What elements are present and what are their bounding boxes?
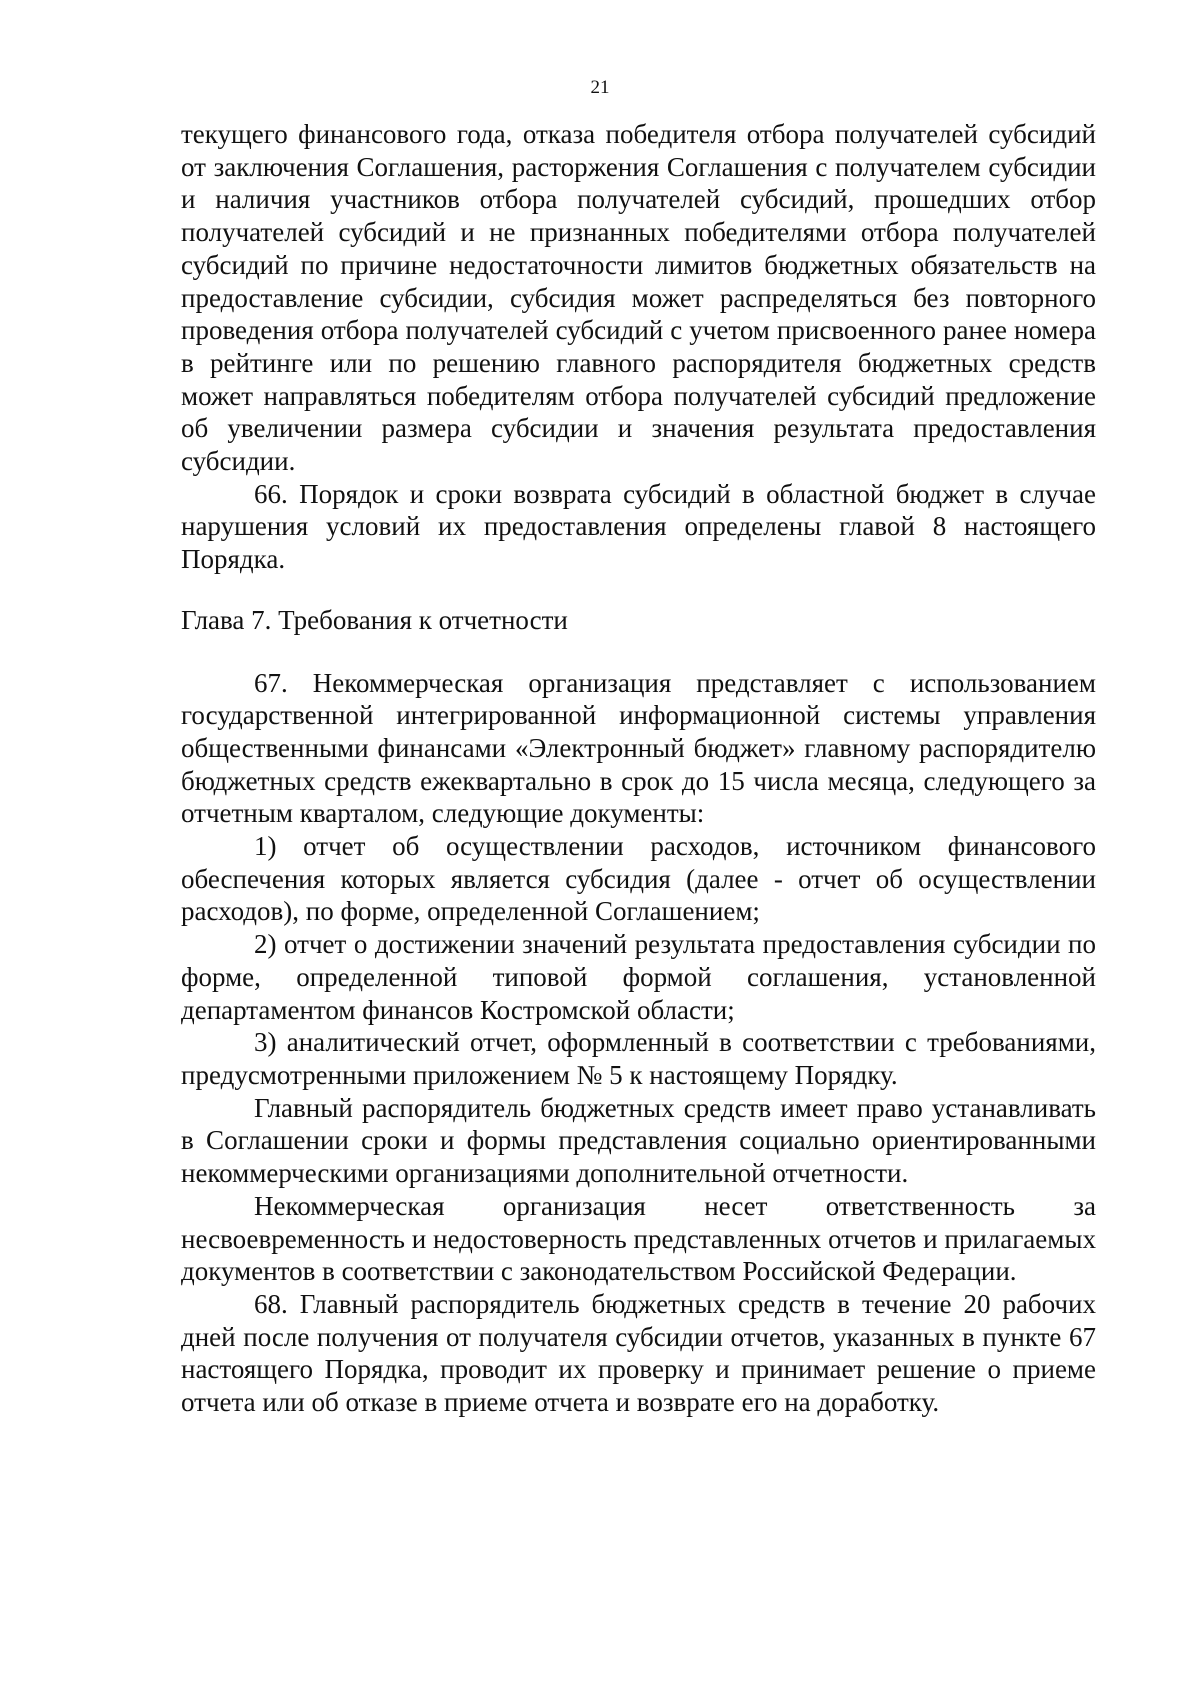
paragraph-68: 68. Главный распорядитель бюджетных средств в течение 20 рабочих дней после получения от получателя субсидии отчетов, указанных в пункте 67 настоящего Порядка, проводит их проверку и принимает решение о приеме отчета или об отказе в приеме отчета и возврате его на доработку. bbox=[181, 1288, 1096, 1418]
document-body bbox=[181, 118, 1096, 1419]
list-item-3: 3) аналитический отчет, оформленный в соответствии с требованиями, предусмотренными приложением № 5 к настоящему Порядку. bbox=[181, 1027, 1096, 1090]
list-item-1: 1) отчет об осуществлении расходов, источником финансового обеспечения которых является субсидия (далее - отчет об осуществлении расходов), по форме, определенной Соглашением; bbox=[181, 831, 1096, 927]
paragraph-additional-reporting: Главный распорядитель бюджетных средств имеет право устанавливать в Соглашении сроки и формы представления социально ориентированными некоммерческими организациями дополнительной отчетности. bbox=[181, 1092, 1096, 1189]
paragraph-responsibility: Некоммерческая организация несет ответственность за несвоевременность и недостоверность представленных отчетов и прилагаемых документов в соответствии с законодательством Российской Федерации. bbox=[181, 1190, 1096, 1287]
paragraph-67: 67. Некоммерческая организация представляет с использованием государственной интегрированной информационной системы управления общественными финансами «Электронный бюджет» главному распорядителю бюджетных средств ежеквартально в срок до 15 числа месяца, следующего за отчетным кварталом, следующие документы: bbox=[181, 667, 1096, 829]
chapter-heading: Глава 7. Требования к отчетности bbox=[181, 604, 568, 635]
page-number: 21 bbox=[590, 77, 610, 98]
list-item-2: 2) отчет о достижении значений результата предоставления субсидии по форме, определенной типовой формой соглашения, установленной департаментом финансов Костромской области; bbox=[181, 929, 1096, 1025]
paragraph-continuation: текущего финансового года, отказа победителя отбора получателей субсидий от заключения Соглашения, расторжения Соглашения с получателем субсидии и наличия участников отбора получателей субсидий, прошедших отбор получателей субсидий и не признанных победителями отбора получателей субсидий по причине недостаточности лимитов бюджетных обязательств на предоставление субсидии, субсидия может распределяться без повторного проведения отбора получателей субсидий с учетом присвоенного ранее номера в рейтинге или по решению главного распорядителя бюджетных средств может направляться победителям отбора получателей субсидий предложение об увеличении размера субсидии и значения результата предоставления субсидии. bbox=[181, 119, 1096, 477]
paragraph-66: 66. Порядок и сроки возврата субсидий в областной бюджет в случае нарушения условий их предоставления определены главой 8 настоящего Порядка. bbox=[181, 478, 1096, 575]
